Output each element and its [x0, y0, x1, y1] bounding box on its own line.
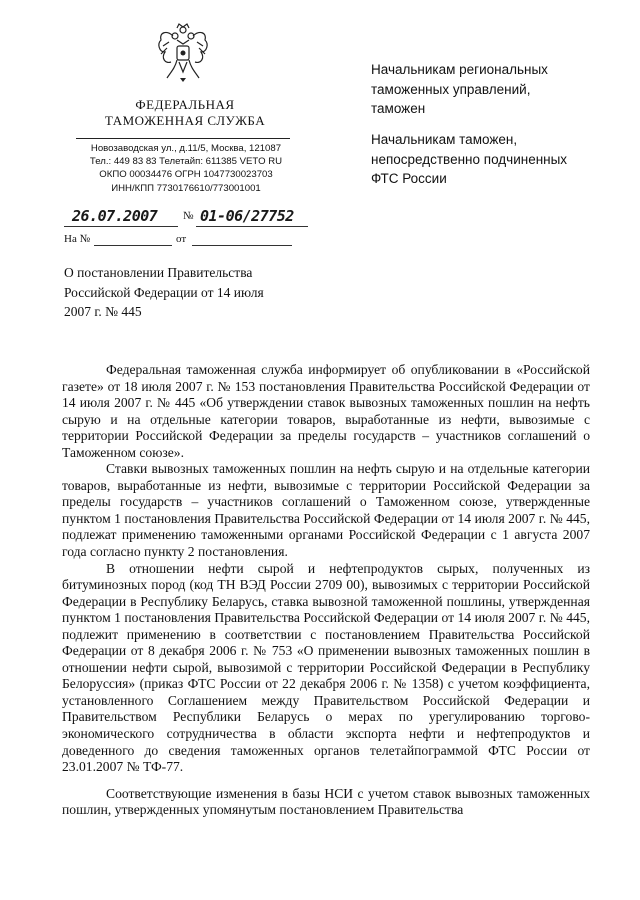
contact-inn: ИНН/КПП 7730176610/773001001	[111, 182, 261, 194]
org-name-line-2: ТАМОЖЕННАЯ СЛУЖБА	[104, 113, 266, 128]
subject-block	[64, 263, 304, 322]
addressee-line: таможенных управлений,	[371, 81, 531, 97]
number-underline	[196, 226, 308, 227]
subject-line: Российской Федерации от 14 июля	[64, 284, 264, 300]
contact-address: Новозаводская ул., д.11/5, Москва, 121087	[90, 143, 282, 154]
reference-from-label: от	[176, 233, 187, 245]
addressee-line: Начальникам таможен,	[371, 132, 518, 147]
body-paragraph: В отношении нефти сырой и нефтепродуктов сырых, полученных из битуминозных пород (код ТН ВЭД России 2709 00), вывозимых с территории Российской Федерации в Республику Беларусь, ставка вывозной таможенной пошлины, утвержденная пунктом 1 постановления Правительства Российской Федерации от 14 июля 2007 г. № 445, подлежит применению в соответствии с постановлением Правительства Российской Федерации от 8 декабря 2006 г. № 753 «О применении вывозных таможенных пошлин в отношении нефти сырой, вывозимой с территории Российской Федерации в Республику Белоруссия» (приказ ФТС России от 22 декабря 2006 г. № 1358) с учетом коэффициента, установленного Соглашением между Правительством Российской Федерации и Правительством Республики Беларусь о мерах по урегулированию торгово-экономического сотрудничества в области экспорта нефти и нефтепродуктов и доведенного до сведения таможенных органов телетайпограммой ФТС России от 23.01.2007 № ТФ-77.	[62, 560, 590, 775]
registration-number-label: №	[183, 210, 194, 222]
body-paragraph: Ставки вывозных таможенных пошлин на нефть сырую и на отдельные категории товаров, выработанные из нефти, вывозимые с территории Российской Федерации за пределы государств – участников соглашений о Таможенном союзе, утвержденные пунктом 1 постановления Правительства Российской Федерации от 14 июля 2007 г. № 445, подлежат применению таможенными органами Российской Федерации с 1 августа 2007 года согласно пункту 2 постановления.	[62, 461, 590, 560]
org-name-line-1: ФЕДЕРАЛЬНАЯ	[135, 97, 235, 112]
subject-line: 2007 г. № 445	[64, 304, 142, 319]
registration-number: 01-06/27752	[200, 207, 294, 225]
reference-number-label: На №	[64, 233, 91, 245]
reference-line	[64, 233, 314, 251]
addressee-line: Начальникам региональных	[371, 62, 548, 77]
registration-line	[64, 207, 314, 229]
addressee-line: непосредственно подчиненных	[371, 151, 568, 167]
addressee-regional	[371, 60, 601, 119]
reference-number-blank	[94, 245, 172, 246]
date-underline	[64, 226, 178, 227]
body-paragraph: Соответствующие изменения в базы НСИ с учетом ставок вывозных таможенных пошлин, утвержденных упомянутым постановлением Правительства	[62, 785, 590, 818]
contacts-block	[76, 142, 296, 195]
registration-date: 26.07.2007	[72, 207, 158, 225]
contact-okpo: ОКПО 00034476 ОГРН 1047730023703	[99, 169, 273, 181]
addressee-customs	[371, 130, 601, 189]
letter-body	[62, 362, 590, 819]
header-divider	[76, 138, 290, 139]
body-paragraph: Федеральная таможенная служба информирует об опубликовании в «Российской газете» от 18 июля 2007 г. № 153 постановления Правительства Российской Федерации от 14 июля 2007 г. № 445 «Об утверждении ставок вывозных таможенных пошлин на нефть сырую и на отдельные категории товаров, выработанные из нефти, вывозимые с территории Российской Федерации за пределы государств – участников соглашений о Таможенном союзе».	[62, 362, 590, 460]
addressee-line: ФТС России	[371, 171, 447, 186]
subject-line: О постановлении Правительства	[64, 265, 253, 280]
addressee-line: таможен	[371, 101, 426, 116]
eagle-emblem-icon	[155, 22, 211, 84]
contact-phone: Тел.: 449 83 83 Телетайп: 611385 VETO RU	[89, 156, 283, 168]
reference-date-blank	[192, 245, 292, 246]
